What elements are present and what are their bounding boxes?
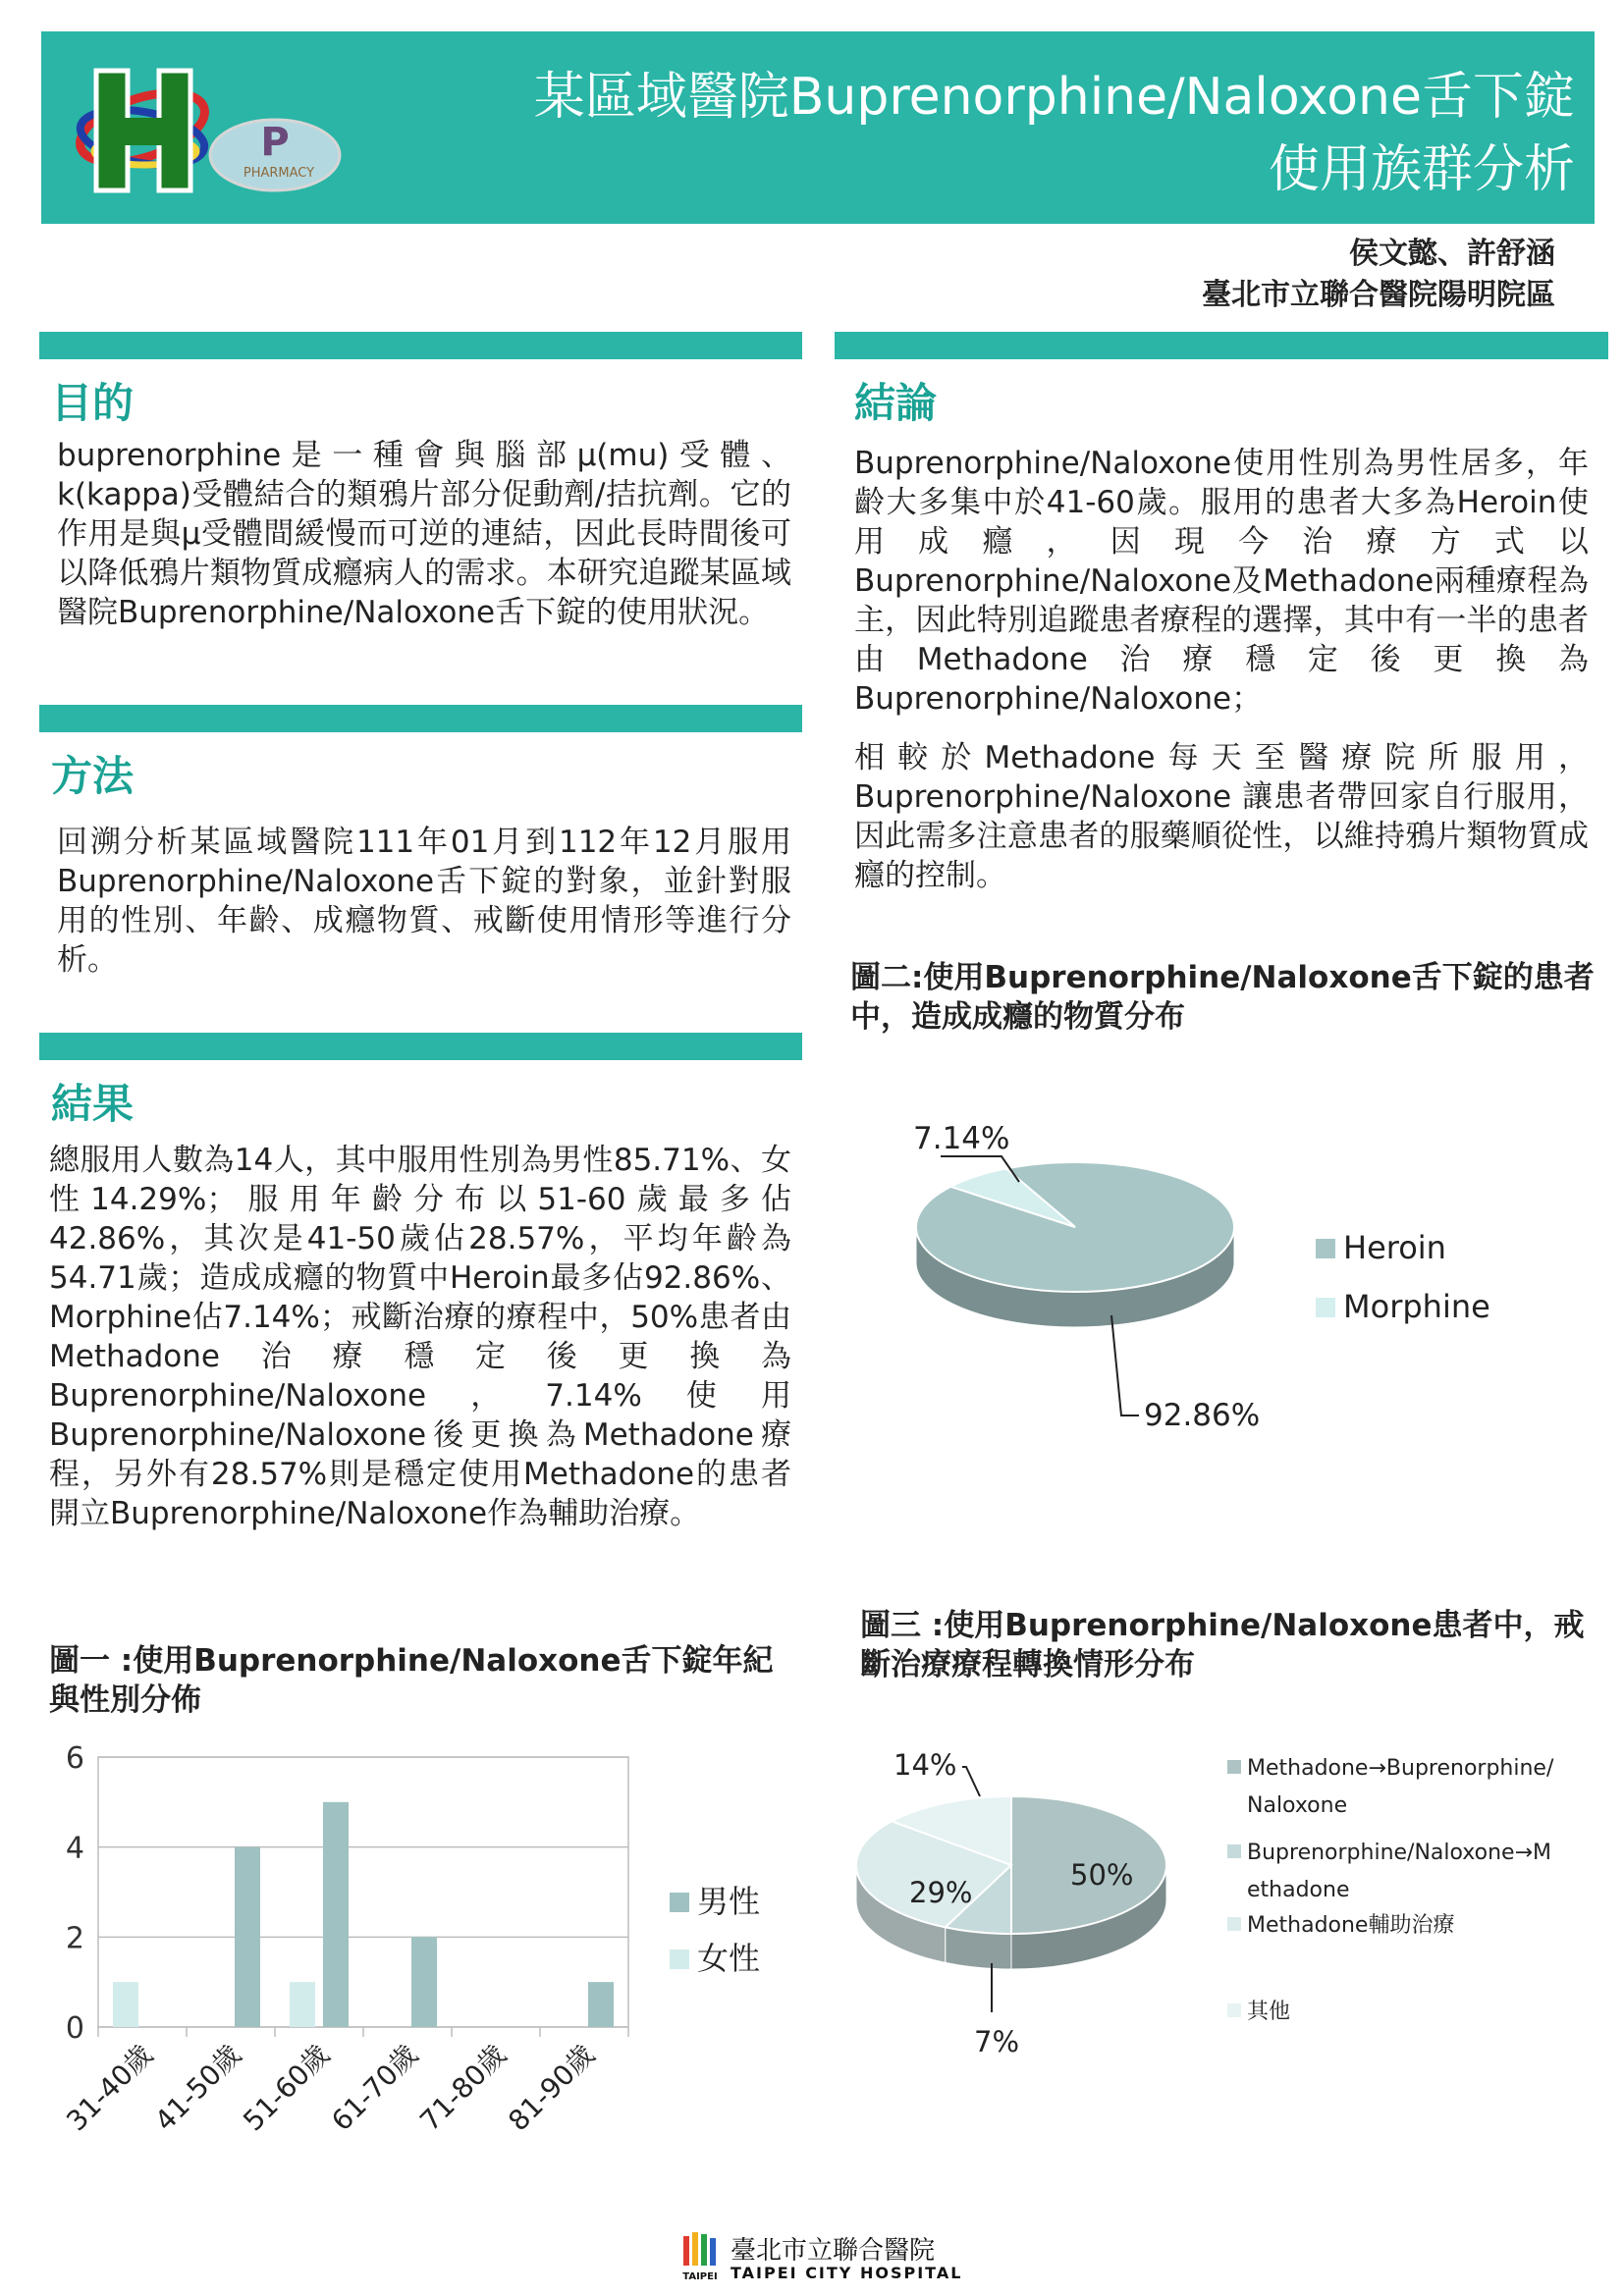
data-label: 50% [1070, 1858, 1134, 1892]
text-results: 總服用人數為14人，其中服用性別為男性85.71%、女性14.29%；服用年齡分布以51-60歲最多佔42.86%，其次是41-50歲佔28.57%，平均年齡為54.71歲；造成成癮的物質中Heroin最多佔92.86%、Morphine佔7.14%；戒斷治療的療程中，50%患者由Methadone治療穩定後更換為Buprenorphine/Naloxone，7.14%使用Buprenorphine/Naloxone後更換為Methadone療程，另外有28.57%則是穩定使用Methadone的患者開立Buprenorphine/Naloxone作為輔助治療。 [49, 1143, 791, 1531]
x-tick-label: 61-70歲 [325, 2038, 424, 2138]
bar-male [235, 1847, 260, 2027]
section-bar-method [39, 705, 802, 732]
legend-label: Buprenorphine/Naloxone→M [1247, 1841, 1551, 1865]
data-label: 29% [909, 1876, 973, 1909]
legend-label: Morphine [1343, 1288, 1490, 1325]
legend-label: 女性 [697, 1940, 761, 1977]
x-tick-label: 41-50歲 [148, 2038, 247, 2138]
legend-label: 男性 [697, 1883, 761, 1920]
footer-logo-block [677, 2230, 972, 2289]
leader-line [962, 1767, 980, 1796]
taipei-logo-text: TAIPEI [682, 2271, 718, 2282]
text-conclusion-2: 相較於Methadone每天至醫療院所服用，Buprenorphine/Naloxone 讓患者帶回家自行服用，因此需多注意患者的服藥順從性，以維持鴉片類物質成癮的控制。 [854, 740, 1589, 893]
legend-label: Methadone輔助治療 [1247, 1913, 1455, 1938]
bar-male [588, 1982, 614, 2027]
heading-conclusion: 結論 [854, 379, 938, 427]
y-tick-label: 6 [65, 1741, 84, 1776]
figure-1-caption: 圖一 :使用Buprenorphine/Naloxone舌下錠年紀與性別分佈 [49, 1643, 774, 1718]
data-label: 7.14% [913, 1121, 1010, 1156]
legend-label: Naloxone [1247, 1793, 1348, 1818]
text-method: 回溯分析某區域醫院111年01月到112年12月服用Buprenorphine/Naloxone舌下錠的對象，並針對服用的性別、年齡、成癮物質、戒斷使用情形等進行分析。 [57, 825, 791, 978]
bar-male [323, 1802, 349, 2027]
text-conclusion-1: Buprenorphine/Naloxone使用性別為男性居多，年齡大多集中於41-60歲。服用的患者大多為Heroin使用成癮，因現今治療方式以Buprenorphine/Naloxone及Methadone兩種療程為主，因此特別追蹤患者療程的選擇，其中有一半的患者由Methadone治療穩定後更換為Buprenorphine/Naloxone； [854, 446, 1589, 717]
legend-label: 其他 [1247, 2000, 1291, 2024]
x-tick-label: 51-60歲 [237, 2038, 336, 2138]
plot-frame [98, 1757, 628, 2027]
poster-title [534, 61, 1575, 206]
legend-swatch [1316, 1239, 1335, 1258]
legend-swatch [1227, 1917, 1241, 1931]
figure-1-bar-chart [49, 1737, 776, 2199]
leader-line [1111, 1315, 1139, 1415]
figure-3-caption: 圖三 :使用Buprenorphine/Naloxone患者中，戒斷治療療程轉換情形分布 [860, 1608, 1585, 1682]
author-block [1202, 234, 1555, 316]
legend-swatch [1227, 2003, 1241, 2017]
figure-2-caption: 圖二:使用Buprenorphine/Naloxone舌下錠的患者中，造成成癮的物質分布 [850, 960, 1595, 1035]
section-bar-conclusion [835, 332, 1608, 359]
section-bar-purpose [39, 332, 802, 359]
taipei-logo-icon [677, 2230, 723, 2283]
hospital-h-logo [69, 57, 216, 204]
x-tick-label: 71-80歲 [413, 2038, 513, 2138]
legend-swatch [1316, 1298, 1335, 1317]
data-label: 7% [974, 2025, 1020, 2058]
title-line-2: 使用族群分析 [1268, 140, 1575, 199]
title-line-1: 某區域醫院Buprenorphine/Naloxone舌下錠 [533, 68, 1575, 127]
x-tick-label: 81-90歲 [502, 2038, 601, 2138]
bar-female [113, 1982, 138, 2027]
heading-purpose: 目的 [51, 379, 135, 427]
bar-female [290, 1982, 315, 2027]
affiliation: 臺北市立聯合醫院陽明院區 [1202, 278, 1555, 312]
legend-swatch [1227, 1760, 1241, 1774]
legend-swatch [670, 1949, 689, 1969]
figure-3-pie-chart [854, 1728, 1581, 2091]
y-tick-label: 0 [65, 2011, 84, 2046]
pharmacy-logo-text: PHARMACY [243, 166, 315, 181]
legend-swatch [670, 1893, 689, 1912]
heading-results: 結果 [51, 1080, 135, 1128]
authors: 侯文懿、許舒涵 [1349, 237, 1555, 271]
data-label: 14% [893, 1748, 957, 1782]
y-tick-label: 2 [65, 1921, 84, 1956]
svg-text:P: P [260, 120, 290, 165]
legend-label: Methadone→Buprenorphine/ [1247, 1756, 1554, 1781]
bar-male [411, 1937, 437, 2027]
figure-2-pie-chart [864, 1099, 1571, 1453]
legend-label: ethadone [1247, 1878, 1350, 1902]
legend-swatch [1227, 1844, 1241, 1858]
pharmacy-logo [206, 116, 344, 194]
heading-method: 方法 [51, 752, 135, 800]
y-tick-label: 4 [65, 1831, 84, 1866]
footer-hospital-cn: 臺北市立聯合醫院 [731, 2236, 936, 2266]
data-label: 92.86% [1144, 1398, 1261, 1433]
x-tick-label: 31-40歲 [60, 2038, 159, 2138]
section-bar-results [39, 1033, 802, 1060]
text-purpose: buprenorphine是一種會與腦部μ(mu)受體、k(kappa)受體結合的類鴉片部分促動劑/拮抗劑。它的作用是與μ受體間緩慢而可逆的連結，因此長時間後可以降低鴉片類物質成癮病人的需求。本研究追蹤某區域醫院Buprenorphine/Naloxone舌下錠的使用狀況。 [57, 438, 791, 630]
footer-hospital-en: TAIPEI CITY HOSPITAL [731, 2264, 963, 2282]
legend-label: Heroin [1343, 1229, 1446, 1266]
